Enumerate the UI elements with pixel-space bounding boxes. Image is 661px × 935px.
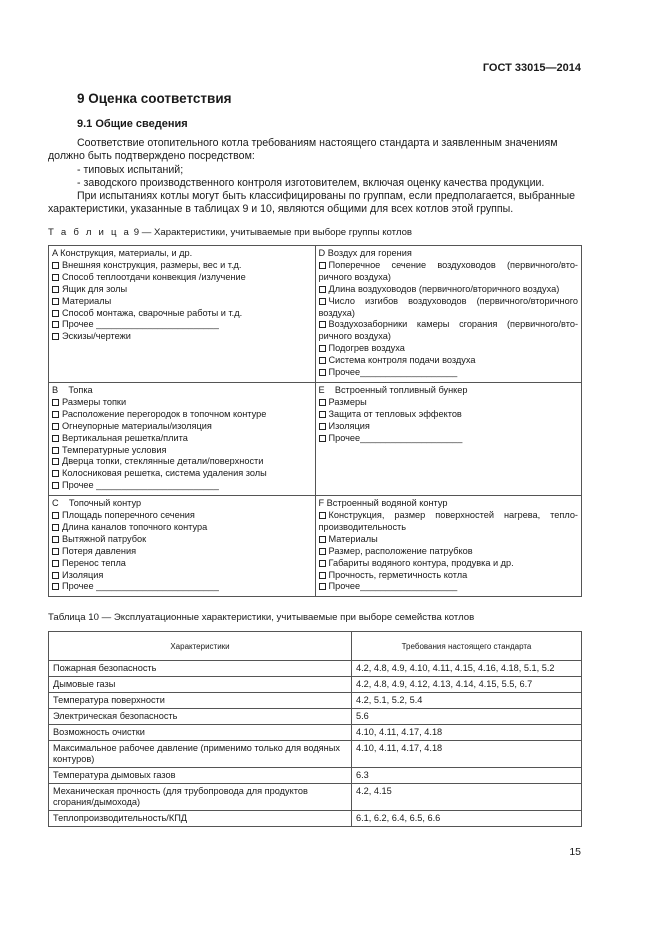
checkbox-item: Подогрев воздуха — [319, 343, 579, 355]
checkbox-icon — [52, 524, 59, 531]
cell-title: B Топка — [52, 384, 93, 395]
table9 — [48, 245, 582, 597]
checkbox-icon — [52, 423, 59, 430]
checkbox-item: Прочее ________________________ — [52, 581, 312, 593]
cell-E-fuel-hopper — [315, 382, 582, 495]
checkbox-icon — [52, 583, 59, 590]
checkbox-item: Прочее___________________ — [319, 581, 579, 593]
checkbox-icon — [319, 345, 326, 352]
checkbox-icon — [52, 548, 59, 555]
subsection-title: 9.1 Общие сведения — [77, 118, 188, 130]
characteristic-cell: Температура дымовых газов — [49, 768, 352, 784]
checkbox-item: Внешняя конструкция, размеры, вес и т.д. — [52, 260, 312, 272]
cell-D-combustion-air — [315, 246, 582, 383]
checkbox-icon — [52, 286, 59, 293]
checkbox-item: Габариты водяного контура, продувка и др. — [319, 558, 579, 570]
characteristic-cell: Электрическая безопасность — [49, 709, 352, 725]
checkbox-item: Прочее___________________ — [319, 367, 579, 379]
table9-row-3 — [49, 496, 582, 597]
checkbox-icon — [52, 512, 59, 519]
checkbox-item: Длина каналов топочного контура — [52, 522, 312, 534]
checkbox-item: Ящик для золы — [52, 284, 312, 296]
checkbox-icon — [319, 560, 326, 567]
table9-caption-prefix: Т а б л и ц а — [48, 227, 132, 238]
checkbox-item: Размеры топки — [52, 397, 312, 409]
checkbox-icon — [52, 536, 59, 543]
checkbox-icon — [319, 411, 326, 418]
characteristic-cell: Механическая прочность (для трубопровода для продуктов сгорания/дымохода) — [49, 784, 352, 811]
characteristic-cell: Максимальное рабочее давление (применимо только для водяных контуров) — [49, 741, 352, 768]
checkbox-icon — [319, 286, 326, 293]
checkbox-icon — [52, 435, 59, 442]
checkbox-icon — [52, 274, 59, 281]
requirements-cell: 4.2, 4.8, 4.9, 4.12, 4.13, 4.14, 4.15, 5.5, 6.7 — [352, 677, 582, 693]
checkbox-icon — [319, 298, 326, 305]
cell-title: E Встроенный топливный бункер — [318, 384, 468, 395]
checkbox-item: Размер, расположение патрубков — [319, 546, 579, 558]
checkbox-icon — [52, 572, 59, 579]
requirements-cell: 5.6 — [352, 709, 582, 725]
column-header: Требования настоящего стандарта — [352, 632, 582, 661]
checkbox-icon — [319, 583, 326, 590]
item-continuation: ричного воздуха) — [318, 331, 391, 342]
cell-B-firebox — [49, 382, 316, 495]
characteristic-cell: Пожарная безопасность — [49, 661, 352, 677]
table-row — [49, 661, 582, 677]
checkbox-item: Температурные условия — [52, 445, 312, 457]
section-title: 9 Оценка соответствия — [77, 91, 232, 106]
checkbox-item: Эскизы/чертежи — [52, 331, 312, 343]
checkbox-item: Размеры — [319, 397, 579, 409]
characteristic-cell: Возможность очистки — [49, 725, 352, 741]
checkbox-item: Потеря давления — [52, 546, 312, 558]
checkbox-icon — [52, 310, 59, 317]
checkbox-icon — [319, 435, 326, 442]
checkbox-icon — [52, 458, 59, 465]
checkbox-item: Перенос тепла — [52, 558, 312, 570]
paragraph-grouping: При испытаниях котлы могут быть классифицированы по группам, если предполагается, выбранные характеристики, указанные в таблицах 9 и 10, являются общими для всех котлов этой группы. — [48, 190, 575, 215]
table-row — [49, 709, 582, 725]
table9-caption — [48, 227, 412, 238]
characteristic-cell: Теплопроизводительность/КПД — [49, 811, 352, 827]
checkbox-icon — [52, 298, 59, 305]
checkbox-item: Длина воздуховодов (первичного/вторичного воздуха) — [319, 284, 579, 296]
checkbox-item: Колосниковая решетка, система удаления золы — [52, 468, 312, 480]
table-row — [49, 741, 582, 768]
table-row — [49, 693, 582, 709]
cell-A-construction — [49, 246, 316, 383]
item-continuation: ричного воздуха) — [318, 271, 391, 282]
table9-row-1 — [49, 246, 582, 383]
checkbox-item: Способ теплоотдачи конвекция /излучение — [52, 272, 312, 284]
cell-title: F Встроенный водяной контур — [318, 498, 448, 509]
checkbox-item: Воздухозаборники камеры сгорания (первичного/вто- — [319, 319, 579, 331]
checkbox-icon — [52, 447, 59, 454]
checkbox-item: Материалы — [319, 534, 579, 546]
cell-title: C Топочный контур — [52, 498, 142, 509]
table-row — [49, 677, 582, 693]
characteristic-cell: Дымовые газы — [49, 677, 352, 693]
checkbox-icon — [319, 548, 326, 555]
requirements-cell: 4.10, 4.11, 4.17, 4.18 — [352, 725, 582, 741]
checkbox-item: Прочее ________________________ — [52, 480, 312, 492]
checkbox-item: Материалы — [52, 296, 312, 308]
column-header: Характеристики — [49, 632, 352, 661]
checkbox-item: Вытяжной патрубок — [52, 534, 312, 546]
checkbox-icon — [319, 321, 326, 328]
checkbox-item: Прочность, герметичность котла — [319, 570, 579, 582]
item-continuation: производительность — [318, 521, 407, 532]
checkbox-item: Защита от тепловых эффектов — [319, 409, 579, 421]
checkbox-item: Вертикальная решетка/плита — [52, 433, 312, 445]
checkbox-item: Система контроля подачи воздуха — [319, 355, 579, 367]
checkbox-icon — [52, 482, 59, 489]
cell-title: D Воздух для горения — [318, 248, 412, 258]
requirements-cell: 6.3 — [352, 768, 582, 784]
requirements-cell: 6.1, 6.2, 6.4, 6.5, 6.6 — [352, 811, 582, 827]
item-continuation: воздуха) — [318, 307, 355, 318]
table-row — [49, 768, 582, 784]
paragraph-intro: Соответствие отопительного котла требованиям настоящего стандарта и заявленным значениям должно быть подтверждено посредством: — [48, 137, 558, 162]
table-row — [49, 811, 582, 827]
checkbox-item: Дверца топки, стеклянные детали/поверхности — [52, 456, 312, 468]
checkbox-icon — [319, 369, 326, 376]
cell-F-water-circuit — [315, 496, 582, 597]
checkbox-item: Изоляция — [52, 570, 312, 582]
checkbox-icon — [319, 399, 326, 406]
checkbox-item: Площадь поперечного сечения — [52, 510, 312, 522]
table9-caption-text: 9 — Характеристики, учитываемые при выборе группы котлов — [131, 227, 413, 238]
table10-caption: Таблица 10 — Эксплуатационные характеристики, учитываемые при выборе семейства котлов — [48, 612, 475, 623]
document-standard-number: ГОСТ 33015—2014 — [482, 62, 581, 74]
checkbox-item: Расположение перегородок в топочном контуре — [52, 409, 312, 421]
checkbox-icon — [319, 357, 326, 364]
checkbox-icon — [319, 423, 326, 430]
list-item-factory-control: - заводского производственного контроля изготовителем, включая оценку качества продукции. — [77, 177, 545, 189]
table-row — [49, 725, 582, 741]
page-number: 15 — [569, 846, 581, 858]
checkbox-icon — [52, 560, 59, 567]
checkbox-icon — [319, 536, 326, 543]
checkbox-icon — [52, 262, 59, 269]
checkbox-icon — [319, 512, 326, 519]
checkbox-item: Способ монтажа, сварочные работы и т.д. — [52, 308, 312, 320]
table9-row-2 — [49, 382, 582, 495]
checkbox-icon — [319, 262, 326, 269]
checkbox-item: Прочее____________________ — [319, 433, 579, 445]
requirements-cell: 4.2, 4.8, 4.9, 4.10, 4.11, 4.15, 4.16, 4.18, 5.1, 5.2 — [352, 661, 582, 677]
checkbox-icon — [52, 333, 59, 340]
checkbox-item: Поперечное сечение воздуховодов (первичного/вто- — [319, 260, 579, 272]
cell-C-flue-circuit — [49, 496, 316, 597]
checkbox-icon — [52, 321, 59, 328]
requirements-cell: 4.2, 4.15 — [352, 784, 582, 811]
requirements-cell: 4.10, 4.11, 4.17, 4.18 — [352, 741, 582, 768]
checkbox-icon — [52, 399, 59, 406]
table-row — [49, 784, 582, 811]
checkbox-icon — [319, 572, 326, 579]
characteristic-cell: Температура поверхности — [49, 693, 352, 709]
checkbox-item: Изоляция — [319, 421, 579, 433]
list-item-type-tests: - типовых испытаний; — [77, 164, 184, 176]
checkbox-icon — [52, 411, 59, 418]
table10-header-row — [49, 632, 582, 661]
checkbox-item: Конструкция, размер поверхностей нагрева, тепло- — [319, 510, 579, 522]
checkbox-item: Прочее ________________________ — [52, 319, 312, 331]
checkbox-item: Огнеупорные материалы/изоляция — [52, 421, 312, 433]
checkbox-icon — [52, 470, 59, 477]
table10 — [48, 631, 582, 827]
requirements-cell: 4.2, 5.1, 5.2, 5.4 — [352, 693, 582, 709]
cell-title: A Конструкция, материалы, и др. — [52, 248, 193, 258]
checkbox-item: Число изгибов воздуховодов (первичного/вторичного — [319, 296, 579, 308]
